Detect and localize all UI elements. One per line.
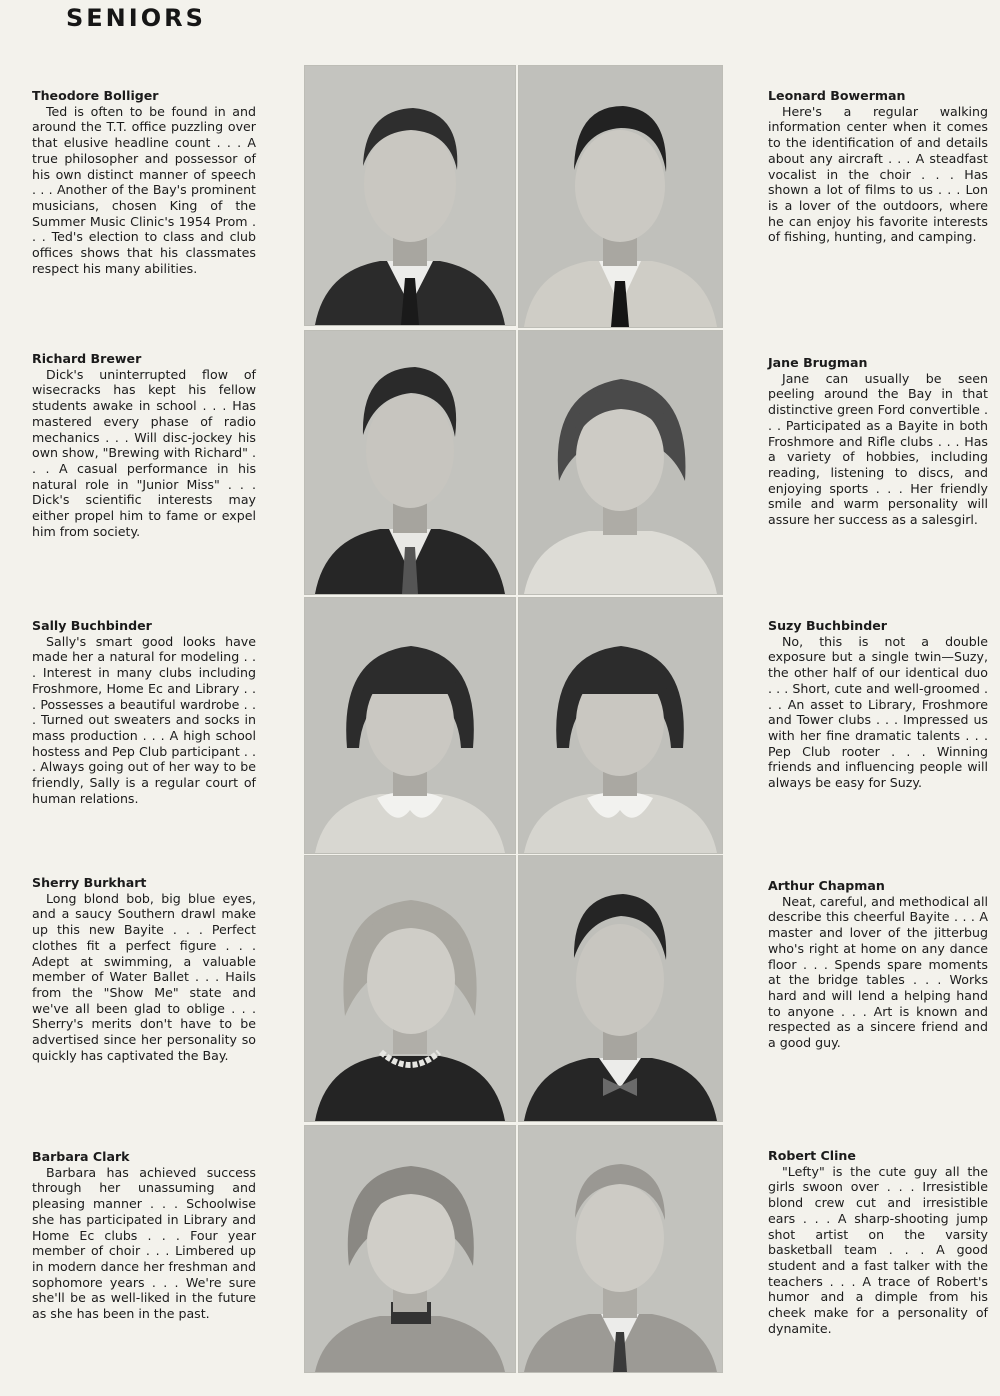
senior-name: Jane Brugman (768, 355, 868, 370)
senior-name: Barbara Clark (32, 1149, 130, 1164)
senior-bio-clark (32, 1149, 256, 1322)
senior-bio-brugman (768, 355, 988, 528)
senior-portrait-suzy-buchbinder (518, 597, 723, 854)
senior-portrait-sally-buchbinder (304, 597, 516, 854)
senior-description: Long blond bob, big blue eyes, and a saucy Southern drawl make up this new Bayite . . . Perfect clothes fit a perfect figure . . . Adept at swimming, a valuable member of Water Ballet . . . Hails from the "Show Me" state and we've all been glad to oblige . . . Sherry's merits don't have to be advertised since her personality so quickly has captivated the Bay. (32, 890, 256, 1063)
senior-portrait-cline (518, 1125, 723, 1373)
senior-name: Arthur Chapman (768, 878, 885, 893)
senior-name: Sherry Burkhart (32, 875, 147, 890)
senior-portrait-brewer (304, 330, 516, 595)
senior-description: Sally's smart good looks have made her a natural for modeling . . . Interest in many clubs including Froshmore, Home Ec and Library . . . Possesses a beautiful wardrobe . . . Turned out sweaters and socks in mass production . . . A high school hostess and Pep Club participant . . . Always going out of her way to be friendly, Sally is a regular court of human relations. (32, 633, 256, 806)
senior-name: Theodore Bolliger (32, 88, 159, 103)
senior-description: Ted is often to be found in and around the T.T. office puzzling over that elusive headline count . . . A true philosopher and possessor of his own distinct manner of speech . . . Another of the Bay's prominent musicians, chosen King of the Summer Music Clinic's 1954 Prom . . . Ted's election to class and club offices shows that his classmates respect his many abilities. (32, 103, 256, 276)
senior-name: Richard Brewer (32, 351, 142, 366)
senior-bio-sally-buchbinder (32, 618, 256, 806)
senior-bio-suzy-buchbinder (768, 618, 988, 791)
senior-bio-chapman (768, 878, 988, 1051)
senior-description: No, this is not a double exposure but a single twin—Suzy, the other half of our identical duo . . . Short, cute and well-groomed . . . An asset to Library, Froshmore and Tower clubs . . . Impressed us with her fine dramatic talents . . . Pep Club rooter . . . Winning friends and influencing people will always be easy for Suzy. (768, 633, 988, 791)
senior-description: Barbara has achieved success through her unassuming and pleasing manner . . . Schoolwise she has participated in Library and Home Ec clubs . . . Four year member of choir . . . Limbered up in modern dance her freshman and sophomore years . . . We're sure she'll be as well-liked in the future as she has been in the past. (32, 1164, 256, 1322)
page-title: SENIORS (66, 4, 206, 32)
senior-portrait-bowerman (518, 65, 723, 328)
senior-name: Suzy Buchbinder (768, 618, 888, 633)
senior-description: Here's a regular walking information center when it comes to the identification of and details about any aircraft . . . A steadfast vocalist in the choir . . . Has shown a lot of films to us . . . Lon is a lover of the outdoors, where he can enjoy his favorite interests of fishing, hunting, and camping. (768, 103, 988, 245)
senior-name: Leonard Bowerman (768, 88, 906, 103)
senior-description: Dick's uninterrupted flow of wisecracks has kept his fellow students awake in school . . . Has mastered every phase of radio mechanics . . . Will disc-jockey his own show, "Brewing with Richard" . . . A casual performance in his natural role in "Junior Miss" . . . Dick's scientific interests may either propel him to fame or expel him from society. (32, 366, 256, 539)
senior-bio-burkhart (32, 875, 256, 1063)
senior-bio-brewer (32, 351, 256, 539)
senior-portrait-bolliger (304, 65, 516, 326)
senior-portrait-clark (304, 1125, 516, 1373)
senior-description: "Lefty" is the cute guy all the girls swoon over . . . Irresistible blond crew cut and irresistible ears . . . A sharp-shooting jump shot artist on the varsity basketball team . . . A good student and a fast talker with the teachers . . . A trace of Robert's humor and a dimple from his cheek make for a personality of dynamite. (768, 1163, 988, 1336)
senior-portrait-burkhart (304, 855, 516, 1122)
senior-portrait-chapman (518, 855, 723, 1122)
senior-description: Neat, careful, and methodical all describe this cheerful Bayite . . . A master and lover of the jitterbug who's right at home on any dance floor . . . Spends spare moments at the bridge tables . . . Works hard and will lend a helping hand to anyone . . . Art is known and respected as a sincere friend and a good guy. (768, 893, 988, 1051)
senior-bio-bolliger (32, 88, 256, 276)
senior-bio-bowerman (768, 88, 988, 245)
senior-bio-cline (768, 1148, 988, 1336)
senior-name: Robert Cline (768, 1148, 856, 1163)
senior-description: Jane can usually be seen peeling around the Bay in that distinctive green Ford convertible . . . Participated as a Bayite in both Froshmore and Rifle clubs . . . Has a variety of hobbies, including reading, listening to discs, and enjoying sports . . . Her friendly smile and warm personality will assure her success as a salesgirl. (768, 370, 988, 528)
senior-name: Sally Buchbinder (32, 618, 152, 633)
senior-portrait-brugman (518, 330, 723, 595)
